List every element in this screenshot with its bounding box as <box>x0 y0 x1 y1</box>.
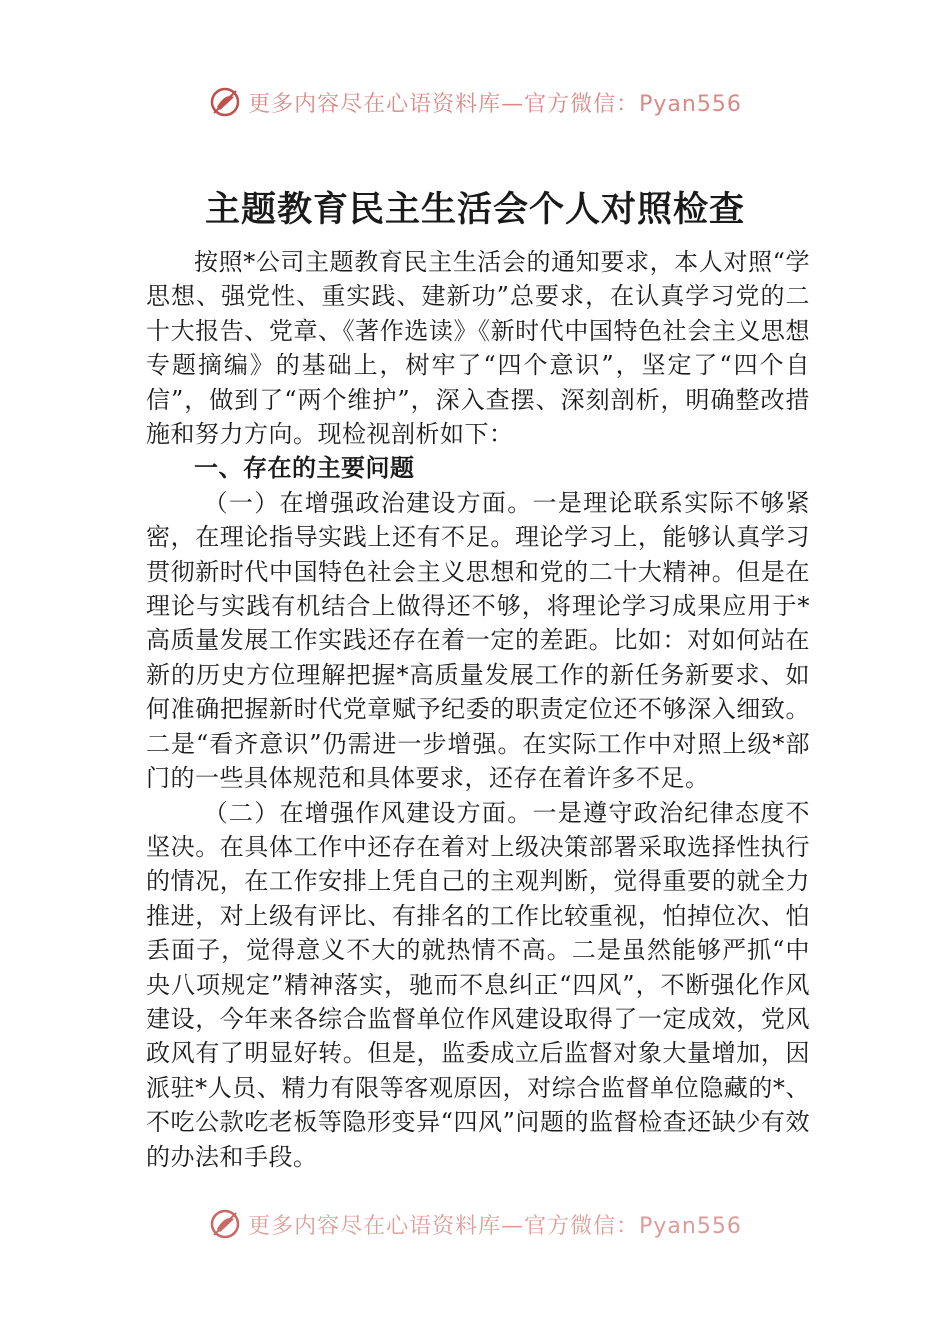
intro-paragraph: 按照*公司主题教育民主生活会的通知要求，本人对照“学思想、强党性、重实践、建新功”总要求，在认真学习党的二十大报告、党章、《著作选读》《新时代中国特色社会主义思想专题摘编》的基础上，树牢了“四个意识”，坚定了“四个自信”，做到了“两个维护”，深入查摆、深刻剖析，明确整改措施和努力方向。现检视剖析如下： <box>146 248 810 449</box>
paragraph-political: （一）在增强政治建设方面。一是理论联系实际不够紧密，在理论指导实践上还有不足。理论学习上，能够认真学习贯彻新时代中国特色社会主义思想和党的二十大精神。但是在理论与实践有机结合上做得还不够，将理论学习成果应用于*高质量发展工作实践还存在着一定的差距。比如：对如何站在新的历史方位理解把握*高质量发展工作的新任务新要求、如何准确把握新时代党章赋予纪委的职责定位还不够深入细致。二是“看齐意识”仍需进一步增强。在实际工作中对照上级*部门的一些具体规范和具体要求，还存在着许多不足。 <box>146 488 810 793</box>
logo-icon <box>208 85 242 119</box>
watermark-text: 更多内容尽在心语资料库—官方微信：Pyan556 <box>248 1213 742 1239</box>
logo-icon <box>208 1207 242 1241</box>
paragraph-style: （二）在增强作风建设方面。一是遵守政治纪律态度不坚决。在具体工作中还存在着对上级决策部署采取选择性执行的情况，在工作安排上凭自己的主观判断，觉得重要的就全力推进，对上级有评比、有排名的工作比较重视，怕掉位次、怕丢面子，觉得意义不大的就热情不高。二是虽然能够严抓“中央八项规定”精神落实，驰而不息纠正“四风”，不断强化作风建设，今年来各综合监督单位作风建设取得了一定成效，党风政风有了明显好转。但是，监委成立后监督对象大量增加，因派驻*人员、精力有限等客观原因，对综合监督单位隐藏的*、不吃公款吃老板等隐形变异“四风”问题的监督检查还缺少有效的办法和手段。 <box>146 798 810 1171</box>
watermark-header <box>0 82 950 122</box>
document-body <box>146 245 810 1174</box>
watermark-text: 更多内容尽在心语资料库—官方微信：Pyan556 <box>248 91 742 117</box>
watermark-footer <box>0 1204 950 1244</box>
section-heading: 一、存在的主要问题 <box>194 454 415 483</box>
document-title: 主题教育民主生活会个人对照检查 <box>204 189 745 230</box>
